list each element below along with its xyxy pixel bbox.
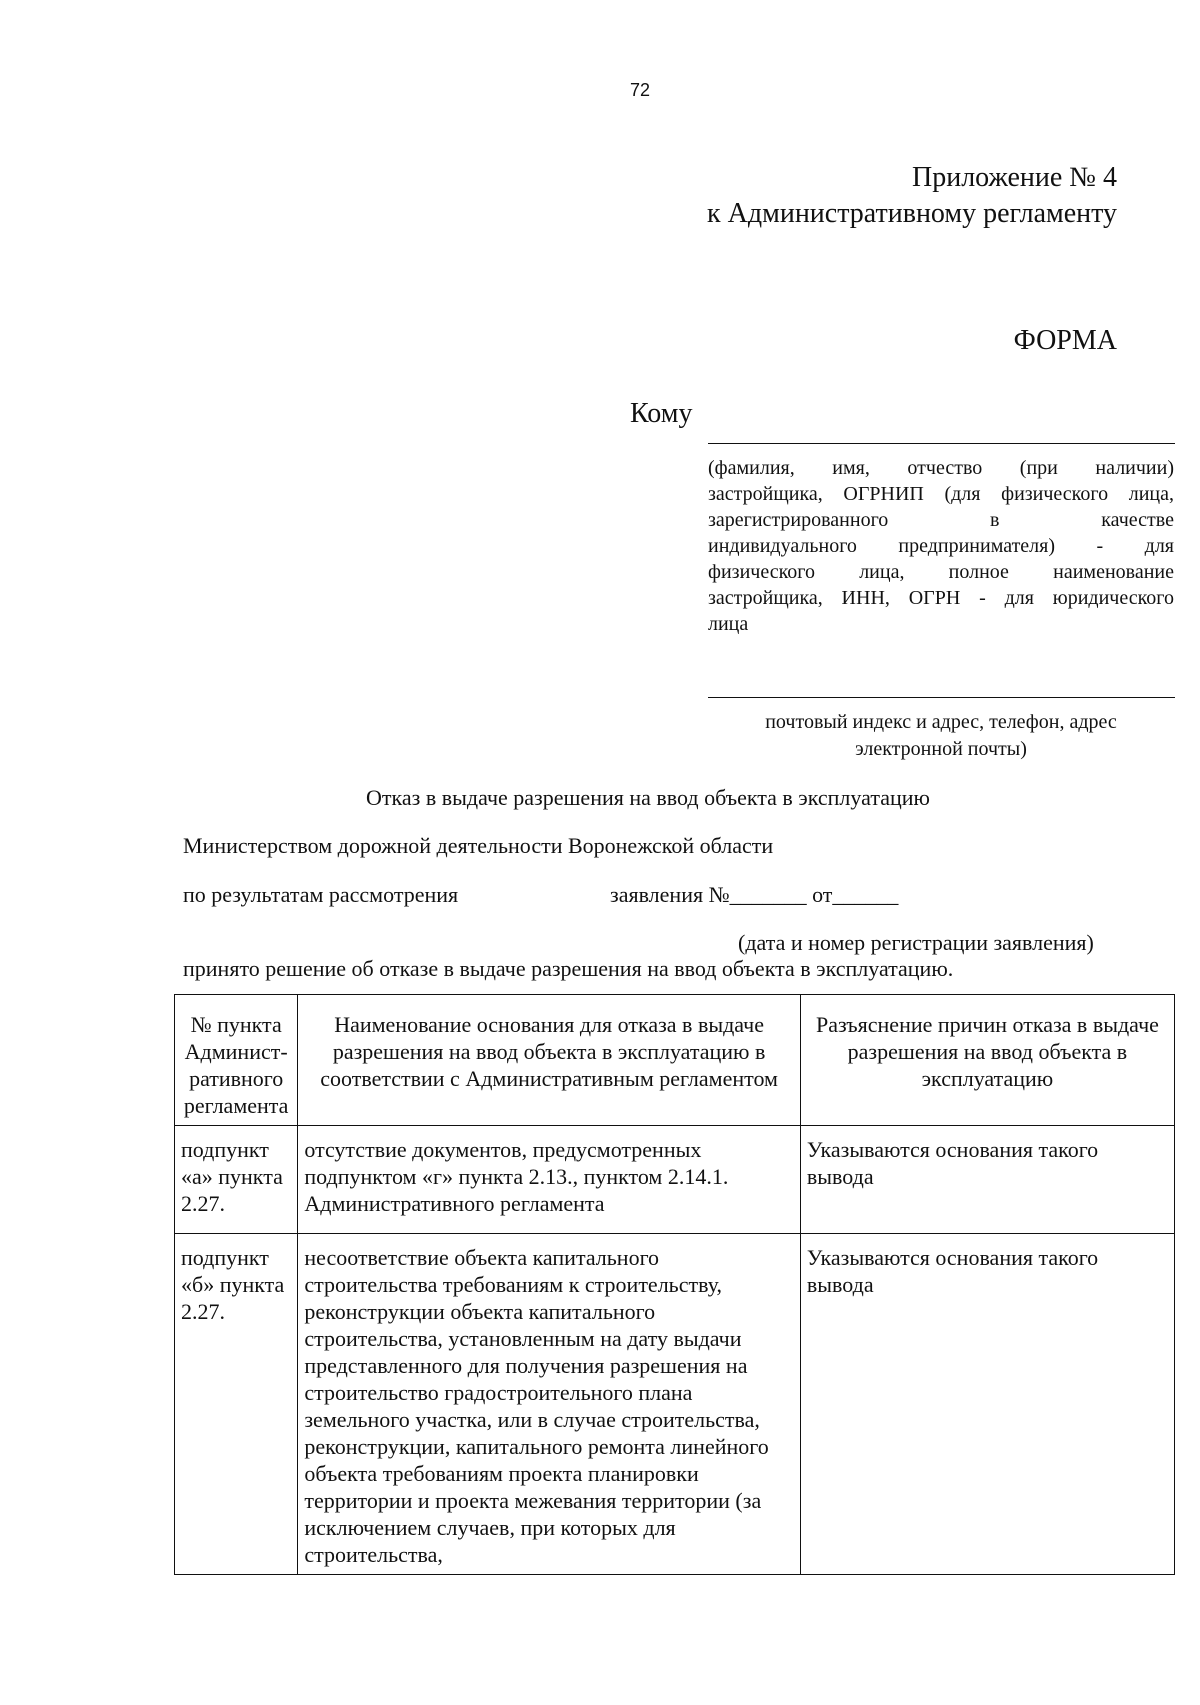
appendix-heading [707,160,1117,232]
appendix-reference: к Административному регламенту [707,198,1117,229]
recipient-note-line: физического лица, полное наименование [708,561,1174,583]
row-clause: подпункт «а» пункта 2.27. [175,1126,298,1234]
header-ground: Наименование основания для отказа в выдаче разрешения на ввод объекта в эксплуатацию в соответствии с Административным регламентом [298,995,801,1126]
recipient-address-note [708,709,1174,763]
header-explanation: Разъяснение причин отказа в выдаче разрешения на ввод объекта в эксплуатацию [800,995,1174,1126]
table-row [175,1234,1175,1575]
address-note-line: почтовый индекс и адрес, телефон, адрес [765,711,1117,733]
form-label: ФОРМА [1013,325,1117,356]
page-number: 72 [629,80,651,100]
recipient-note-line: зарегистрированного в качестве [708,509,1174,531]
header-clause: № пункта Админист-ративного регламента [175,995,298,1126]
recipient-label: Кому [630,398,693,429]
row-ground: отсутствие документов, предусмотренных подпунктом «г» пункта 2.13., пунктом 2.14.1. Административного регламента [298,1126,801,1234]
recipient-note-line: застройщика, ИНН, ОГРН - для юридического [708,587,1174,609]
address-note-line: электронной почты) [855,738,1027,760]
row-explanation: Указываются основания такого вывода [800,1126,1174,1234]
row-explanation: Указываются основания такого вывода [800,1234,1174,1575]
issuing-authority: Министерством дорожной деятельности Воронежской области [183,833,774,858]
table-header-row [175,995,1175,1126]
recipient-note-line: застройщика, ОГРНИП (для физического лица, [708,483,1174,505]
recipient-address-line [708,697,1175,698]
refusal-grounds-table [174,994,1175,1575]
row-ground: несоответствие объекта капитального строительства требованиям к строительству, реконструкции объекта капитального строительства, установленным на дату выдачи представленного для получения разрешения на строительство градостроительного плана земельного участка, или в случае строительства, реконструкции, капитального ремонта линейного объекта требованиям проекта планировки территории и проекта межевания территории (за исключением случаев, при которых для строительства, [298,1234,801,1575]
decision-text: принято решение об отказе в выдаче разрешения на ввод объекта в эксплуатацию. [183,956,954,981]
row-clause: подпункт «б» пункта 2.27. [175,1234,298,1575]
recipient-name-line [708,443,1175,444]
table-row [175,1126,1175,1234]
document-title: Отказ в выдаче разрешения на ввод объекта в эксплуатацию [366,785,930,810]
recipient-note-line: лица [708,613,749,635]
recipient-note [708,455,1174,637]
recipient-note-line: (фамилия, имя, отчество (при наличии) [708,457,1174,479]
review-text: по результатам рассмотрения [183,882,459,907]
application-number-field: заявления №_______ от______ [610,882,899,907]
registration-note: (дата и номер регистрации заявления) [738,930,1094,955]
recipient-note-line: индивидуального предпринимателя) - для [708,535,1174,557]
appendix-number: Приложение № 4 [912,162,1117,193]
